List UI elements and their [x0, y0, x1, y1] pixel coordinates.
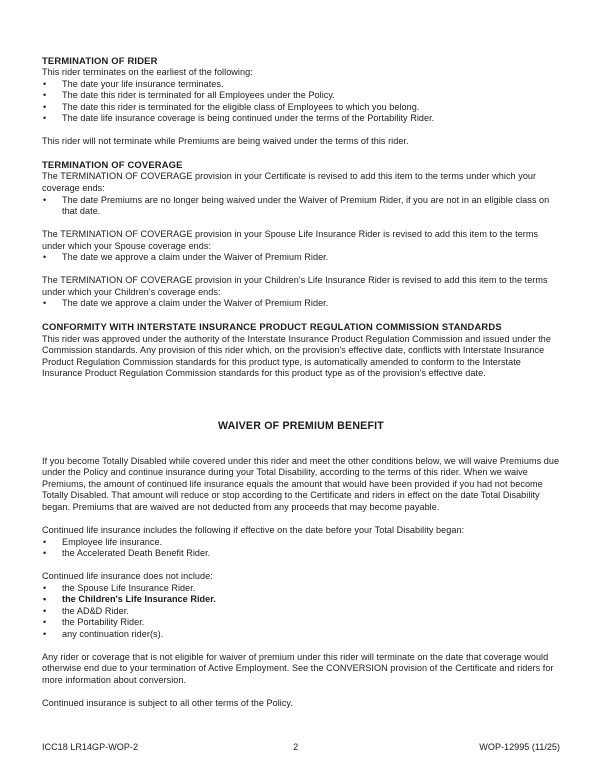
list-item	[42, 298, 560, 310]
list-item-label: The date we approve a claim under the Waiver of Premium Rider.	[62, 252, 329, 263]
list-item-label: The date life insurance coverage is being continued under the terms of the Portability Rider.	[62, 113, 435, 124]
list-item	[42, 252, 560, 264]
bullet-icon: •	[43, 298, 47, 309]
list-item-label: The date your life insurance terminates.	[62, 78, 224, 89]
termination-of-coverage-certificate-bullets	[42, 195, 560, 218]
waiver-subject-note: Continued insurance is subject to all other terms of the Policy.	[42, 698, 293, 709]
list-item-label: the Children's Life Insurance Rider.	[62, 594, 216, 605]
bullet-icon: •	[43, 101, 47, 112]
list-item	[42, 629, 560, 641]
bullet-icon: •	[43, 582, 47, 593]
list-item	[42, 606, 560, 618]
termination-of-rider-bullet-list	[42, 79, 560, 125]
list-item	[42, 102, 560, 114]
spacer	[42, 433, 560, 456]
bullet-icon: •	[43, 594, 47, 605]
list-item	[42, 583, 560, 595]
heading-waiver-of-premium-benefit: WAIVER OF PREMIUM BENEFIT	[218, 419, 384, 432]
waiver-intro: If you become Totally Disabled while covered under this rider and meet the other conditions below, we will waive Premiums due under the Policy and continue insurance during your Total Disability, according to the terms of this rider. When we waive Premiums, the amount of continued life insurance equals the amount that would have been provided if you had not become Totally Disabled. That amount will reduce or stop according to the Certificate and riders in effect on the date Total Disability began. Premiums that are waived are not deducted from any proceeds that may become payable.	[42, 455, 560, 512]
list-item	[42, 617, 560, 629]
list-item	[42, 113, 560, 125]
bullet-icon: •	[43, 90, 47, 101]
bullet-icon: •	[43, 252, 47, 263]
bullet-icon: •	[43, 628, 47, 639]
spacer	[42, 125, 560, 137]
termination-of-coverage-children-intro: The TERMINATION OF COVERAGE provision in your Children's Life Insurance Rider is revised to add this item to the terms under which your Children's coverage ends:	[42, 275, 548, 297]
footer-document-code: WOP-12995 (11/25)	[479, 742, 560, 752]
footer-form-number: ICC18 LR14GP-WOP-2	[42, 742, 139, 752]
waiver-conversion-note: Any rider or coverage that is not eligible for waiver of premium under this rider will terminate on the date that coverage would otherwise end due to your termination of Active Employment. See the CONVERSION provision of the Certificate and riders for more information about conversion.	[42, 651, 554, 685]
bullet-icon: •	[43, 194, 47, 205]
spacer	[42, 218, 560, 230]
spacer	[42, 640, 560, 652]
spacer	[42, 264, 560, 276]
spacer	[42, 513, 560, 525]
bullet-icon: •	[43, 617, 47, 628]
list-item-label: Employee life insurance.	[62, 536, 163, 547]
spacer	[42, 687, 560, 699]
termination-of-rider-closing: This rider will not terminate while Premiums are being waived under the terms of this rider.	[42, 136, 409, 147]
list-item-label: The date this rider is terminated for the eligible class of Employees to which you belong.	[62, 101, 420, 112]
list-item	[42, 594, 560, 606]
spacer	[42, 380, 560, 420]
waiver-includes-intro: Continued life insurance includes the following if effective on the date before your Total Disability began:	[42, 524, 465, 535]
termination-of-coverage-children-bullets	[42, 298, 560, 310]
list-item-label: the Portability Rider.	[62, 617, 145, 628]
list-item	[42, 548, 560, 560]
bullet-icon: •	[43, 605, 47, 616]
bullet-icon: •	[43, 78, 47, 89]
termination-of-coverage-certificate-intro: The TERMINATION OF COVERAGE provision in your Certificate is revised to add this item to the terms under which your coverage ends:	[42, 171, 537, 194]
spacer	[42, 560, 560, 572]
list-item-label: The date Premiums are no longer being waived under the Waiver of Premium Rider, if you are not in an eligible class on that date.	[62, 194, 550, 217]
list-item-label: the AD&D Rider.	[62, 605, 129, 616]
list-item-label: any continuation rider(s).	[62, 628, 164, 639]
bullet-icon: •	[43, 536, 47, 547]
bullet-icon: •	[43, 548, 47, 559]
footer-page-number: 2	[293, 742, 299, 752]
spacer	[42, 310, 560, 322]
waiver-excludes-bullet-list	[42, 583, 560, 641]
list-item	[42, 90, 560, 102]
termination-of-coverage-spouse-bullets	[42, 252, 560, 264]
document-body	[42, 55, 560, 710]
heading-termination-of-coverage: TERMINATION OF COVERAGE	[42, 159, 183, 171]
waiver-excludes-intro: Continued life insurance does not include:	[42, 571, 213, 582]
list-item-label: The date we approve a claim under the Waiver of Premium Rider.	[62, 298, 329, 309]
spacer	[42, 148, 560, 160]
list-item	[42, 79, 560, 91]
heading-conformity: CONFORMITY WITH INTERSTATE INSURANCE PRODUCT REGULATION COMMISSION STANDARDS	[42, 321, 502, 333]
list-item-label: the Spouse Life Insurance Rider.	[62, 582, 196, 593]
termination-of-coverage-spouse-intro: The TERMINATION OF COVERAGE provision in your Spouse Life Insurance Rider is revised to add this item to the terms under which your Spouse coverage ends:	[42, 229, 539, 251]
list-item	[42, 537, 560, 549]
termination-of-rider-intro: This rider terminates on the earliest of the following:	[42, 67, 253, 78]
page-footer	[42, 742, 560, 753]
heading-termination-of-rider: TERMINATION OF RIDER	[42, 55, 158, 66]
list-item-label: the Accelerated Death Benefit Rider.	[62, 548, 211, 559]
conformity-body: This rider was approved under the authority of the Interstate Insurance Product Regulation Commission and issued under the Commission standards. Any provision of this rider which, on the provision's effective date, conflicts with Interstate Insurance Product Regulation Commission standards for this product type, is automatically amended to conform to the Interstate Insurance Product Regulation Commission standards for this product type as of the provision's effective date.	[42, 333, 552, 379]
bullet-icon: •	[43, 113, 47, 124]
list-item-label: The date this rider is terminated for all Employees under the Policy.	[62, 90, 335, 101]
waiver-includes-bullet-list	[42, 537, 560, 560]
list-item	[42, 195, 560, 218]
